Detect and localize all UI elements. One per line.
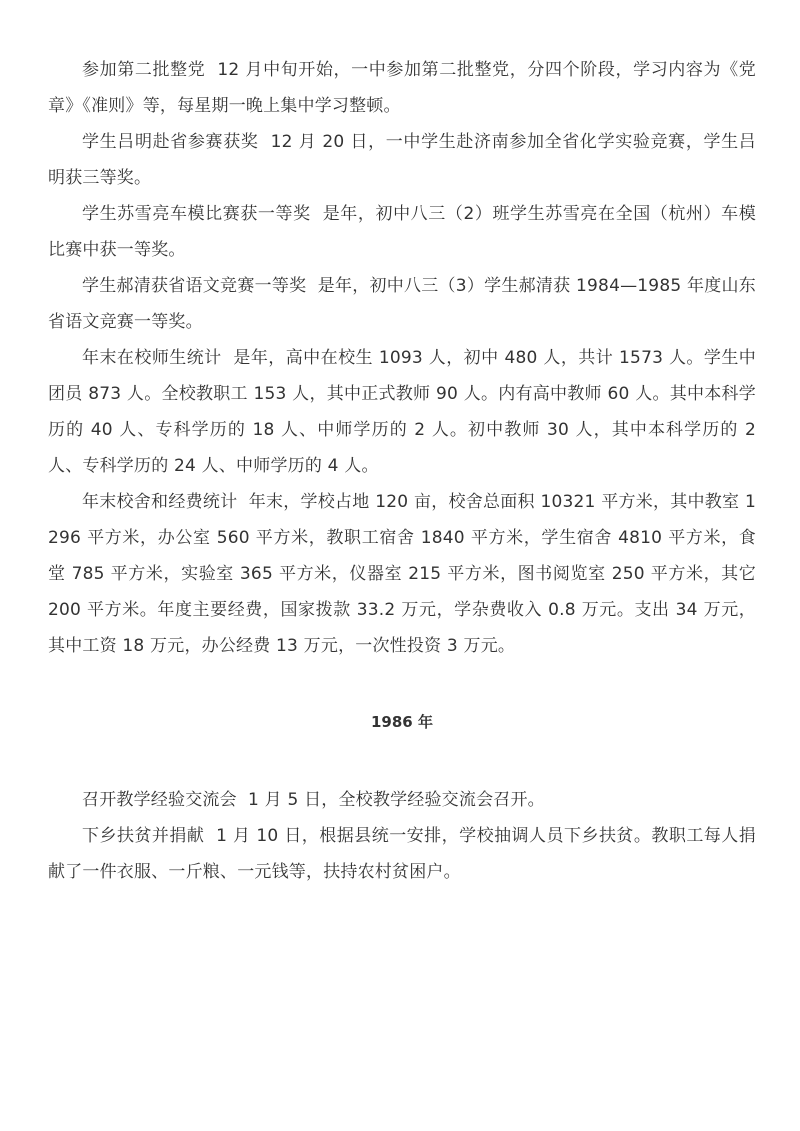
spacer (48, 664, 756, 704)
entry-heading: 学生吕明赴省参赛获奖 (82, 132, 259, 152)
entry-text: 1 月 10 日，根据县统一安排，学校抽调人员下乡扶贫。教职工每人捐献了一件衣服、一斤粮、一元钱等，扶持农村贫困户。 (48, 826, 756, 882)
entry-paragraph (48, 124, 756, 196)
entry-text: 年末，学校占地 120 亩，校舍总面积 10321 平方米，其中教室 1296 平方米，办公室 560 平方米，教职工宿舍 1840 平方米，学生宿舍 4810 平方米，食堂 785 平方米，实验室 365 平方米，仪器室 215 平方米，图书阅览室 250 平方米，其它 200 平方米。年度主要经费，国家拨款 33.2 万元，学杂费收入 0.8 万元。支出 34 万元，其中工资 18 万元，办公经费 13 万元，一次性投资 3 万元。 (48, 492, 756, 656)
year-heading: 1986 年 (371, 713, 433, 731)
entry-paragraph (48, 340, 756, 484)
entry-paragraph (48, 818, 756, 890)
entry-text: 是年，初中八三（3）学生郝清获 1984—1985 年度山东省语文竞赛一等奖。 (48, 276, 756, 332)
entry-text: 是年，高中在校生 1093 人，初中 480 人，共计 1573 人。学生中团员 873 人。全校教职工 153 人，其中正式教师 90 人。内有高中教师 60 人。其中本科学历的 40 人、专科学历的 18 人、中师学历的 2 人。初中教师 30 人，其中本科学历的 2 人、专科学历的 24 人、中师学历的 4 人。 (48, 348, 756, 476)
entry-heading: 年末在校师生统计 (82, 348, 222, 368)
entry-heading: 学生郝清获省语文竞赛一等奖 (82, 276, 307, 296)
entry-paragraph (48, 52, 756, 124)
spacer (48, 740, 756, 782)
entry-paragraph (48, 484, 756, 664)
entry-text: 是年，初中八三（2）班学生苏雪亮在全国（杭州）车模比赛中获一等奖。 (48, 204, 756, 260)
entry-text: 12 月 20 日，一中学生赴济南参加全省化学实验竞赛，学生吕明获三等奖。 (48, 132, 756, 188)
entry-heading: 参加第二批整党 (82, 60, 206, 80)
document-page (48, 52, 756, 890)
entry-heading: 召开教学经验交流会 (82, 790, 237, 810)
entry-paragraph (48, 196, 756, 268)
entry-paragraph (48, 268, 756, 340)
entry-paragraph (48, 782, 756, 818)
entry-heading: 学生苏雪亮车模比赛获一等奖 (82, 204, 311, 224)
entry-text: 12 月中旬开始，一中参加第二批整党，分四个阶段，学习内容为《党章》《准则》等，每星期一晚上集中学习整顿。 (48, 60, 756, 116)
entry-heading: 下乡扶贫并捐献 (82, 826, 205, 846)
entry-text: 1 月 5 日，全校教学经验交流会召开。 (248, 790, 545, 810)
entry-heading: 年末校舍和经费统计 (82, 492, 238, 512)
